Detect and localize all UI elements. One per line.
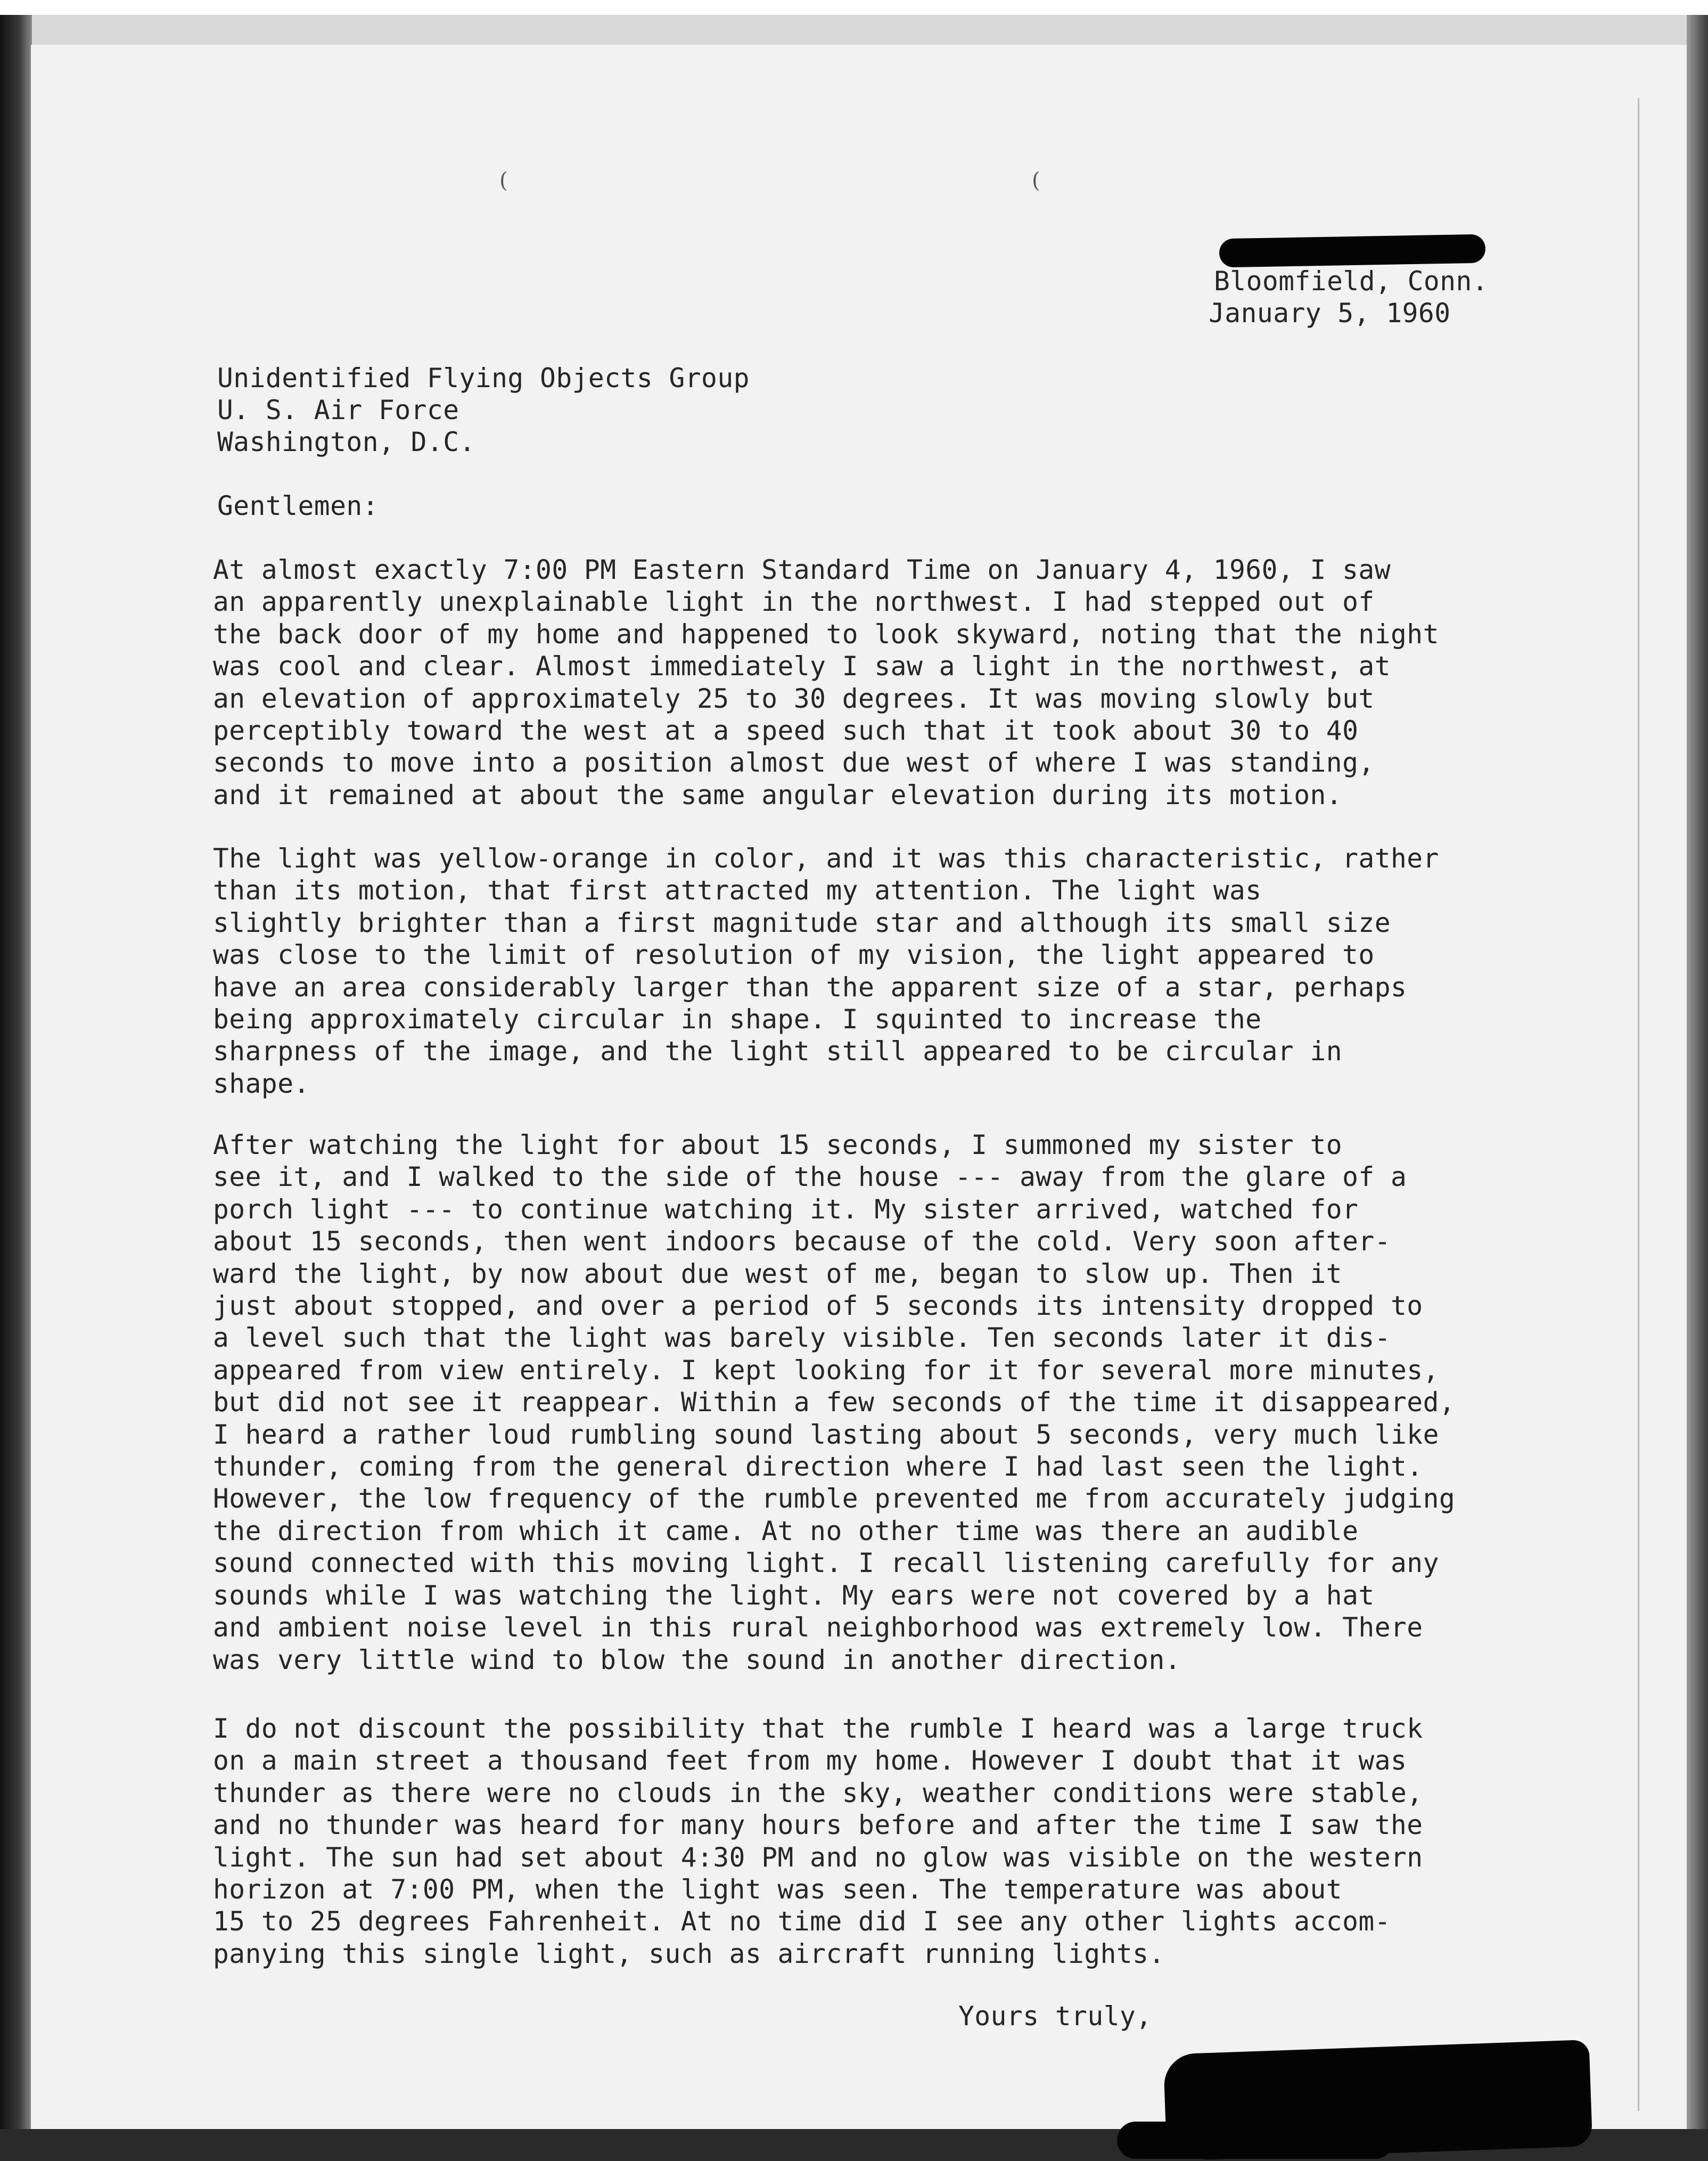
body-paragraph-1: At almost exactly 7:00 PM Eastern Standard Time on January 4, 1960, I saw an apparently unexplainable light in the northwest. I had stepped out of the back door of my home and happened to look skyward, noting that the night was cool and clear. Almost immediately I saw a light in the northwest, at an elevation of approximately 25 to 30 degrees. It was moving slowly but perceptibly toward the west at a speed such that it took about 30 to 40 seconds to move into a position almost due west of where I was standing, and it remained at about the same angular elevation during its motion. [213, 554, 1439, 811]
recipient-line-3: Washington, D.C. [217, 427, 475, 457]
body-paragraph-2: The light was yellow-orange in color, and it was this characteristic, rather than its motion, that first attracted my attention. The light was slightly brighter than a first magnitude star and although its small size was close to the limit of resolution of my vision, the light appeared to have an area considerably larger than the apparent size of a star, perhaps being approximately circular in shape. I squinted to increase the sharpness of the image, and the light still appeared to be circular in shape. [213, 843, 1439, 1099]
redacted-signature-tail [1117, 2122, 1394, 2159]
stray-mark-left: ( [499, 168, 508, 193]
heading-date: January 5, 1960 [1209, 298, 1451, 329]
body-paragraph-3: After watching the light for about 15 seconds, I summoned my sister to see it, and I walked to the side of the house --- away from the glare of a porch light --- to continue watching it. My sister arrived, watched for about 15 seconds, then went indoors because of the cold. Very soon after- ward the light, by now about due west of me, began to slow up. Then it just about stopped, and over a period of 5 seconds its intensity dropped to a level such that the light was barely visible. Ten seconds later it dis- appeared from view entirely. I kept looking for it for several more minutes, but did not see it reappear. Within a few seconds of the time it disappeared, I heard a rather loud rumbling sound lasting about 5 seconds, very much like thunder, coming from the general direction where I had last seen the light. However, the low frequency of the rumble prevented me from accurately judging the direction from which it came. At no other time was there an audible sound connected with this moving light. I recall listening carefully for any sounds while I was watching the light. My ears were not covered by a hat and ambient noise level in this rural neighborhood was extremely low. There was very little wind to blow the sound in another direction. [213, 1129, 1456, 1675]
letter-page [31, 45, 1687, 2129]
scan-top-band [0, 0, 1708, 15]
closing: Yours truly, [958, 2001, 1152, 2032]
recipient-line-1: Unidentified Flying Objects Group [217, 363, 750, 394]
redacted-address [1219, 234, 1486, 268]
salutation: Gentlemen: [217, 490, 379, 521]
scan-right-edge [1687, 15, 1708, 2129]
body-paragraph-4: I do not discount the possibility that the rumble I heard was a large truck on a main street a thousand feet from my home. However I doubt that it was thunder as there were no clouds in the sky, weather conditions were stable, and no thunder was heard for many hours before and after the time I saw the light. The sun had set about 4:30 PM and no glow was visible on the western horizon at 7:00 PM, when the light was seen. The temperature was about 15 to 25 degrees Fahrenheit. At no time did I see any other lights accom- panying this single light, such as aircraft running lights. [213, 1713, 1423, 1969]
recipient-line-2: U. S. Air Force [217, 395, 459, 425]
scan-left-edge [0, 15, 32, 2129]
heading-city: Bloomfield, Conn. [1214, 266, 1489, 297]
page-fold-line [1638, 98, 1639, 2111]
stray-mark-right: ( [1032, 168, 1040, 193]
